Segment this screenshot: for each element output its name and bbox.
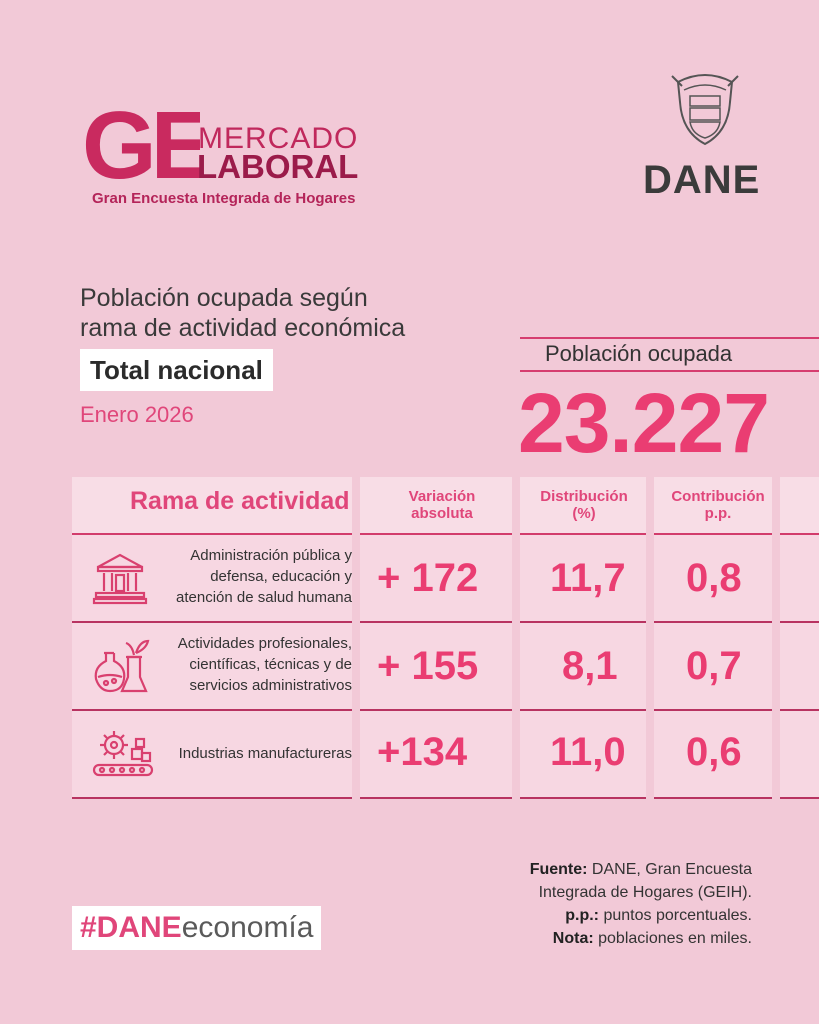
column-separator	[772, 477, 780, 800]
row-activity-cell	[72, 623, 352, 709]
row-activity-cell	[72, 535, 352, 621]
scope-badge: Total nacional	[80, 349, 273, 391]
page-title	[80, 283, 405, 343]
row-distribution: 11,7	[550, 556, 626, 600]
geih-logo-letters: GE	[82, 92, 200, 188]
header-contribution-line-2: p.p.	[704, 505, 732, 522]
row-label-line: científicas, técnicas y de	[189, 656, 352, 673]
header-contribution-line-1: Contribución	[671, 488, 765, 505]
hashtag-badge	[72, 906, 321, 950]
note-label: Nota:	[552, 930, 594, 947]
table-bottom-rule	[72, 797, 819, 799]
activity-table	[72, 477, 819, 800]
row-variation: +134	[377, 730, 468, 774]
logo-laboral: LABORAL	[197, 148, 359, 185]
note-text: poblaciones en miles.	[598, 930, 752, 947]
source-text-1: DANE, Gran Encuesta	[591, 861, 752, 878]
row-label-line: atención de salud humana	[176, 589, 352, 606]
header-activity: Rama de actividad	[130, 487, 350, 515]
table-row	[72, 711, 819, 797]
row-variation: + 172	[377, 556, 479, 600]
geih-logo	[80, 80, 200, 188]
header-distribution	[519, 488, 649, 522]
title-line-2: rama de actividad económica	[80, 314, 406, 342]
source-label: Fuente:	[529, 861, 588, 878]
header-distribution-line-2: (%)	[572, 505, 596, 522]
row-label-line: servicios administrativos	[189, 677, 352, 694]
row-label-line: defensa, educación y	[210, 568, 352, 585]
row-activity-label	[122, 633, 352, 696]
header-variation-line-2: absoluta	[411, 505, 473, 522]
period-label: Enero 2026	[80, 402, 194, 427]
table-header	[72, 477, 819, 535]
column-separator	[646, 477, 654, 800]
header-variation	[362, 488, 522, 522]
pp-label: p.p.:	[565, 907, 599, 924]
row-distribution: 11,0	[550, 730, 626, 774]
row-contribution: 0,7	[686, 644, 742, 688]
column-separator	[512, 477, 520, 800]
source-text-2: Integrada de Hogares (GEIH).	[538, 884, 752, 901]
logo-mercado: MERCADO	[198, 122, 359, 155]
pp-text: puntos porcentuales.	[603, 907, 752, 924]
row-label-line: Industrias manufactureras	[178, 745, 352, 762]
highlight-top-rule	[520, 337, 819, 339]
factory-gear-conveyor-icon	[92, 725, 152, 785]
highlight-value: 23.227	[518, 376, 769, 470]
source-notes	[500, 858, 752, 950]
geih-logo-mark	[80, 80, 200, 188]
row-label-line: Administración pública y	[190, 547, 352, 564]
highlight-label: Población ocupada	[545, 341, 733, 366]
table-row	[72, 535, 819, 621]
row-activity-label	[152, 743, 352, 764]
row-variation: + 155	[377, 644, 479, 688]
header-variation-line-1: Variación	[408, 488, 476, 505]
coat-of-arms-icon	[670, 72, 740, 148]
hashtag-bold: #DANE	[80, 911, 182, 944]
row-contribution: 0,6	[686, 730, 742, 774]
hashtag-rest: economía	[181, 911, 314, 944]
title-line-1: Población ocupada según	[80, 284, 368, 312]
logo-subtitle: Gran Encuesta Integrada de Hogares	[92, 190, 356, 207]
row-contribution: 0,8	[686, 556, 742, 600]
column-separator	[352, 477, 360, 800]
row-activity-label	[122, 545, 352, 608]
header-distribution-line-1: Distribución	[540, 488, 628, 505]
row-distribution: 8,1	[562, 644, 618, 688]
row-label-line: Actividades profesionales,	[177, 635, 352, 652]
header-contribution	[653, 488, 783, 522]
highlight-mid-rule	[520, 370, 819, 372]
dane-logo-text: DANE	[643, 158, 761, 202]
table-row	[72, 623, 819, 709]
row-activity-cell	[72, 711, 352, 797]
